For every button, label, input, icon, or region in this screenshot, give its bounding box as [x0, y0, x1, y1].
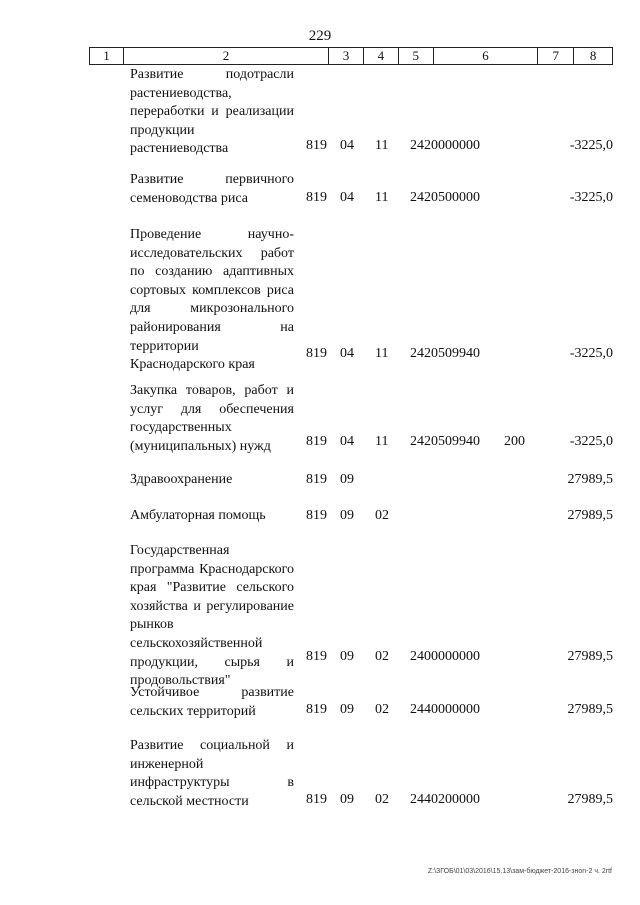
table-header	[89, 47, 613, 65]
row-3-col5: 11	[375, 434, 389, 449]
page-number: 229	[308, 28, 332, 44]
row-3-col8: -3225,0	[569, 434, 613, 449]
row-8-col5: 02	[375, 792, 389, 807]
row-7-col8: 27989,5	[567, 702, 613, 717]
row-4-col3: 819	[306, 472, 327, 487]
row-5-col5: 02	[375, 508, 389, 523]
header-col-8: 8	[589, 48, 597, 63]
row-0-col5: 11	[375, 138, 389, 153]
row-1-col6: 2420500000	[410, 190, 480, 205]
header-col-5: 5	[399, 48, 434, 64]
row-1-col8: -3225,0	[569, 190, 613, 205]
row-8-col8: 27989,5	[567, 792, 613, 807]
row-2-col5: 11	[375, 346, 389, 361]
header-col-4: 4	[364, 48, 399, 64]
row-1-col5: 11	[375, 190, 389, 205]
row-4-col8: 27989,5	[567, 472, 613, 487]
row-0-col6: 2420000000	[410, 138, 480, 153]
row-1-description: Развитие первичного семеноводства риса	[130, 172, 294, 206]
row-3-col7: 200	[504, 434, 525, 449]
row-6-col6: 2400000000	[410, 649, 480, 664]
row-7-col5: 02	[375, 702, 389, 717]
row-2-description: Проведение научно-исследовательских работ по созданию адаптивных сортовых комплексов риса для микрозонального районирования на территории Краснодарского края	[130, 227, 294, 373]
row-7-col4: 09	[340, 702, 354, 717]
row-0-col4: 04	[340, 138, 354, 153]
row-5-col4: 09	[340, 508, 354, 523]
row-0-col8: -3225,0	[569, 138, 613, 153]
row-3-col6: 2420509940	[410, 434, 480, 449]
row-3-col4: 04	[340, 434, 354, 449]
header-col-3: 3	[329, 48, 364, 64]
row-2-col4: 04	[340, 346, 354, 361]
row-0-description: Развитие подотрасли растениеводства, переработки и реализации продукции растениеводства	[130, 67, 294, 157]
header-col-7: 7	[538, 48, 574, 64]
row-2-col6: 2420509940	[410, 346, 480, 361]
row-8-col3: 819	[306, 792, 327, 807]
row-1-col4: 04	[340, 190, 354, 205]
row-6-col8: 27989,5	[567, 649, 613, 664]
row-8-col6: 2440200000	[410, 792, 480, 807]
row-4-col4: 09	[340, 472, 354, 487]
row-7-description: Устойчивое развитие сельских территорий	[130, 685, 294, 719]
header-col-2: 2	[124, 48, 329, 64]
row-3-description: Закупка товаров, работ и услуг для обеспечения государственных (муниципальных) нужд	[130, 383, 294, 454]
row-4-description: Здравоохранение	[130, 472, 233, 487]
row-6-col5: 02	[375, 649, 389, 664]
row-6-col3: 819	[306, 649, 327, 664]
row-1-col3: 819	[306, 190, 327, 205]
row-7-col3: 819	[306, 702, 327, 717]
footer-file-path: Z:\ЗГОБ\01\03\2016\15.13\зам-бюджет-2016-зноn-2 ч. 2rtf	[427, 868, 612, 875]
row-5-description: Амбулаторная помощь	[130, 508, 266, 523]
row-2-col3: 819	[306, 346, 327, 361]
row-7-col6: 2440000000	[410, 702, 480, 717]
row-5-col8: 27989,5	[567, 508, 613, 523]
row-0-col3: 819	[306, 138, 327, 153]
row-2-col8: -3225,0	[569, 346, 613, 361]
row-8-col4: 09	[340, 792, 354, 807]
header-col-1: 1	[90, 48, 124, 64]
row-6-col4: 09	[340, 649, 354, 664]
row-3-col3: 819	[306, 434, 327, 449]
row-5-col3: 819	[306, 508, 327, 523]
row-8-description: Развитие социальной и инженерной инфраструктуры в сельской местности	[130, 738, 294, 809]
header-col-6: 6	[434, 48, 539, 64]
row-6-description: Государственная программа Краснодарского края "Развитие сельского хозяйства и регулирование рынков сельскохозяйственной продукции, сырья и продовольствия"	[130, 543, 294, 689]
